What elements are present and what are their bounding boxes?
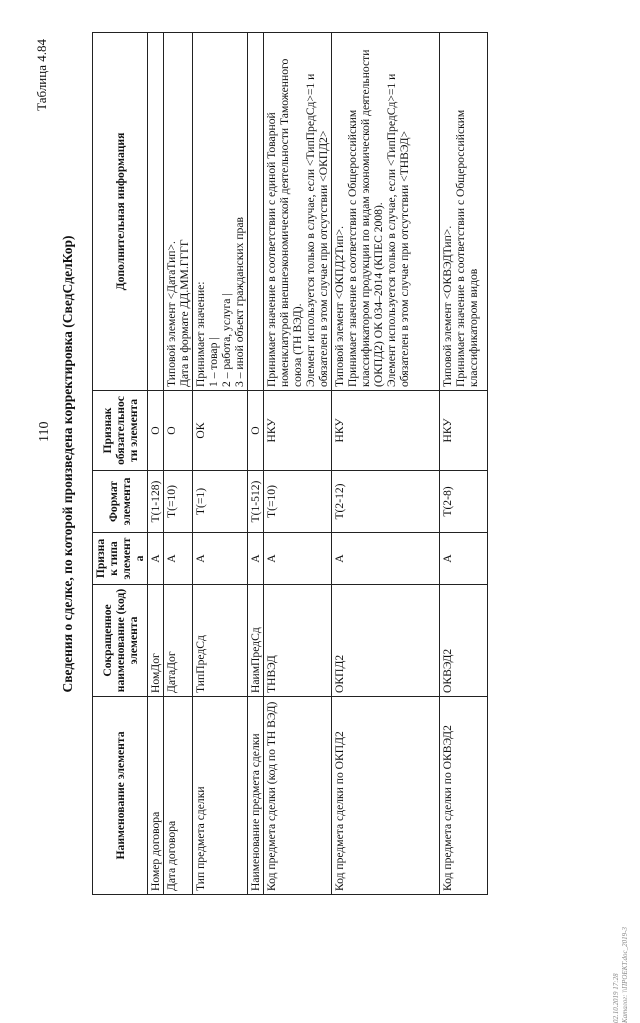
additional-info-cell [440, 33, 488, 391]
type-flag-cell: А [164, 533, 193, 585]
mandatory-flag-cell: НКУ [440, 391, 488, 471]
format-cell: T(=10) [164, 471, 193, 533]
additional-info-cell [148, 33, 164, 391]
table-number: Таблица 4.84 [34, 39, 49, 111]
table-row [248, 33, 264, 895]
additional-info-cell [193, 33, 248, 391]
mandatory-flag-cell: О [148, 391, 164, 471]
info-line: Типовой элемент <ОКПД2Тип>. [333, 225, 346, 387]
header-type-flag: Признак типа элемента [93, 533, 148, 585]
table-header-row [93, 33, 148, 895]
info-line: Типовой элемент <ДатаТип>. [165, 241, 178, 387]
type-flag-cell: А [332, 533, 440, 585]
format-cell: T(=10) [264, 471, 332, 533]
info-line: Принимает значение: [194, 281, 207, 387]
short-code-cell: НаимПредСд [248, 585, 264, 697]
format-cell: T(=1) [193, 471, 248, 533]
header-element-name: Наименование элемента [93, 697, 148, 895]
type-flag-cell: А [193, 533, 248, 585]
short-code-cell: ОКПД2 [332, 585, 440, 697]
info-line: Типовой элемент <ОКВЭДТип>. [441, 225, 454, 387]
table-row [193, 33, 248, 895]
type-flag-cell: А [264, 533, 332, 585]
format-cell: T(2-8) [440, 471, 488, 533]
element-name-cell: Номер договора [148, 697, 164, 895]
type-flag-cell: А [440, 533, 488, 585]
table-row [332, 33, 440, 895]
info-line: 3 – иной объект гражданских прав [233, 217, 246, 387]
element-name-cell: Код предмета сделки (код по ТН ВЭД) [264, 697, 332, 895]
mandatory-flag-cell: О [164, 391, 193, 471]
file-stamp [612, 927, 630, 1023]
type-flag-cell: А [248, 533, 264, 585]
table-row [264, 33, 332, 895]
info-line: Принимает значение в соответствии с единой Товарной номенклатурой внешнеэкономической деятельности Таможенного союза (ТН ВЭД). [265, 58, 304, 387]
table-row [148, 33, 164, 895]
header-additional-info: Дополнительная информация [93, 33, 148, 391]
elements-table [92, 32, 488, 895]
short-code-cell: ДатаДог [164, 585, 193, 697]
element-name-cell: Наименование предмета сделки [248, 697, 264, 895]
header-format: Формат элемента [93, 471, 148, 533]
additional-info-cell [332, 33, 440, 391]
short-code-cell: ТипПредСд [193, 585, 248, 697]
format-cell: T(1-512) [248, 471, 264, 533]
table-row [164, 33, 193, 895]
format-cell: T(1-128) [148, 471, 164, 533]
short-code-cell: НомДог [148, 585, 164, 697]
info-line: Элемент используется только в случае, если <ТипПредСд>=1 и обязателен в этом случае при отсутствии <ТНВЭД> [385, 73, 411, 387]
info-line: Принимает значение в соответствии с Общероссийским классификатором видов [454, 109, 480, 387]
additional-info-cell [264, 33, 332, 391]
additional-info-cell [164, 33, 193, 391]
element-name-cell: Тип предмета сделки [193, 697, 248, 895]
element-name-cell: Код предмета сделки по ОКВЭД2 [440, 697, 488, 895]
info-line: Принимает значение в соответствии с Общероссийским классификатором продукции по видам экономической деятельности (ОКПД2) ОК 034–2014 (КПЕС 2008). [346, 49, 385, 387]
short-code-cell: ОКВЭД2 [440, 585, 488, 697]
element-name-cell: Код предмета сделки по ОКПД2 [332, 697, 440, 895]
format-cell: T(2-12) [332, 471, 440, 533]
mandatory-flag-cell: ОК [193, 391, 248, 471]
type-flag-cell: А [148, 533, 164, 585]
mandatory-flag-cell: НКУ [264, 391, 332, 471]
mandatory-flag-cell: НКУ [332, 391, 440, 471]
table-row [440, 33, 488, 895]
stamp-line: 02.10.2019 17:28 [612, 973, 620, 1023]
info-line: Элемент используется только в случае, если <ТипПредСд>=1 и обязателен в этом случае при отсутствии <ОКПД2> [304, 73, 330, 387]
info-line: Дата в формате ДД.ММ.ГГГГ [178, 239, 191, 387]
mandatory-flag-cell: О [248, 391, 264, 471]
header-mandatory-flag: Признак обязательности элемента [93, 391, 148, 471]
element-name-cell: Дата договора [164, 697, 193, 895]
table-caption: Сведения о сделке, по которой произведена корректировка (СведСделКор) [60, 235, 75, 693]
info-line: 2 – работа, услуга | [220, 293, 233, 387]
info-line: 1 – товар | [207, 337, 220, 387]
page-number: 110 [37, 421, 52, 442]
short-code-cell: ТНВЭД [264, 585, 332, 697]
header-short-code: Сокращенное наименование (код) элемента [93, 585, 148, 697]
additional-info-cell [248, 33, 264, 391]
stamp-line: Каталог: \\ПРОЕКТ.doc_2019-3 [621, 927, 629, 1023]
